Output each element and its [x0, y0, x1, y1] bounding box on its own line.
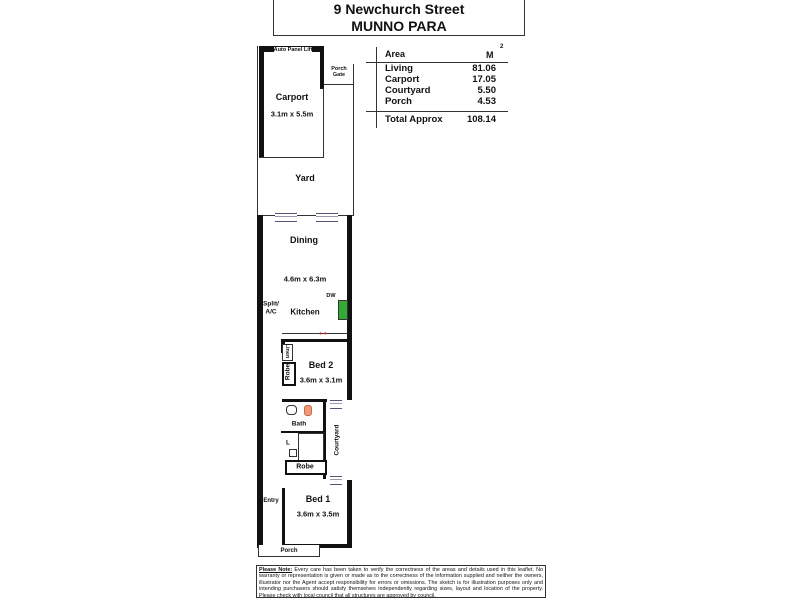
carport-label: Carport — [275, 92, 309, 102]
split-ac-label-2: A/C — [265, 308, 277, 316]
area-values — [430, 63, 496, 107]
boundary-right — [353, 64, 354, 216]
split-ac-label-1: Split/ — [263, 300, 279, 308]
boundary-left — [257, 46, 258, 216]
carport-right-line — [323, 88, 324, 158]
total-value: 108.14 — [466, 114, 496, 125]
laundry-tub-icon — [289, 449, 297, 457]
table-vertical-rule — [376, 47, 377, 128]
porch-gate-label-1: Porch — [331, 66, 347, 72]
area-rows — [385, 63, 430, 107]
yard-label: Yard — [295, 173, 315, 183]
dining-dims: 4.6m x 6.3m — [283, 274, 327, 284]
unit-header: M — [486, 50, 494, 60]
bed2-label: Bed 2 — [308, 360, 334, 370]
unit-superscript: 2 — [500, 44, 504, 50]
courtyard-label: Courtyard — [333, 424, 341, 456]
linen-label: Linen — [284, 343, 290, 359]
carport-bottom-line — [259, 157, 324, 158]
kitchen-bench — [282, 333, 348, 334]
toilet-icon — [304, 405, 312, 416]
house-top-line — [257, 215, 354, 216]
area-row-label: Carport — [385, 74, 420, 85]
area-row-value: 17.05 — [472, 74, 496, 85]
house-left-wall — [257, 215, 263, 548]
house-right-wall-lower — [347, 480, 352, 548]
porch-gate-line — [324, 84, 354, 85]
disclaimer-heading: Please Note: — [259, 567, 293, 573]
area-row-value: 5.50 — [477, 85, 496, 96]
area-row-label: Porch — [385, 96, 412, 107]
bath-top-wall — [282, 399, 327, 402]
dishwasher-label: DW — [326, 293, 336, 299]
bed1-left-wall — [282, 488, 285, 548]
window — [330, 476, 342, 485]
porch-gate-label-2: Gate — [332, 72, 346, 78]
carport-right-wall — [320, 46, 324, 89]
area-row-value: 4.53 — [477, 96, 496, 107]
carport-left-wall — [259, 46, 264, 158]
laundry-label: L — [286, 439, 290, 447]
basin-icon — [286, 405, 297, 415]
auto-panel-lift-label: Auto Panel Lift — [273, 47, 313, 53]
kitchen-label: Kitchen — [290, 307, 320, 317]
disclaimer-box — [256, 565, 546, 598]
bath-label: Bath — [291, 420, 307, 428]
bed1-robe-label: Robe — [296, 463, 314, 471]
address-suburb: MUNNO PARA — [351, 18, 447, 34]
shower-icon — [298, 433, 324, 461]
title-box — [273, 0, 525, 36]
window — [330, 400, 342, 409]
bed2-top-wall — [282, 339, 348, 342]
total-label: Total Approx — [385, 114, 443, 125]
area-header: Area — [385, 49, 406, 59]
bed1-dims: 3.6m x 3.5m — [296, 509, 340, 519]
bed1-label: Bed 1 — [305, 494, 331, 504]
area-row-label: Living — [385, 63, 413, 74]
porch-label: Porch — [280, 548, 298, 554]
cooktop-icon: ● ● — [318, 331, 328, 337]
carport-dims: 3.1m x 5.5m — [270, 109, 314, 119]
window — [316, 213, 338, 222]
bed2-robe-label: Robe — [284, 363, 292, 381]
bed2-dims: 3.6m x 3.1m — [299, 375, 343, 385]
dining-label: Dining — [290, 235, 318, 245]
disclaimer-text: Every care has been taken to verify the correctness of the areas and details used in this leaflet. No warranty or representation is given or made as to the correctness of the information supplied and neither the owners, illustrator nor the Agent accept responsibility for errors or omissions. The sketch is for illustration purposes only and intending purchasers should satisfy themselves independently regarding sizes, layout and location of the property. Please check with local council that all structures are approved by council. — [259, 567, 544, 599]
area-row-label: Courtyard — [385, 85, 431, 96]
entry-label: Entry — [263, 498, 279, 504]
table-total-rule — [366, 111, 508, 112]
sink-icon — [338, 300, 348, 320]
address-street: 9 Newchurch Street — [333, 1, 465, 17]
window — [275, 213, 297, 222]
area-row-value: 81.06 — [472, 63, 496, 74]
